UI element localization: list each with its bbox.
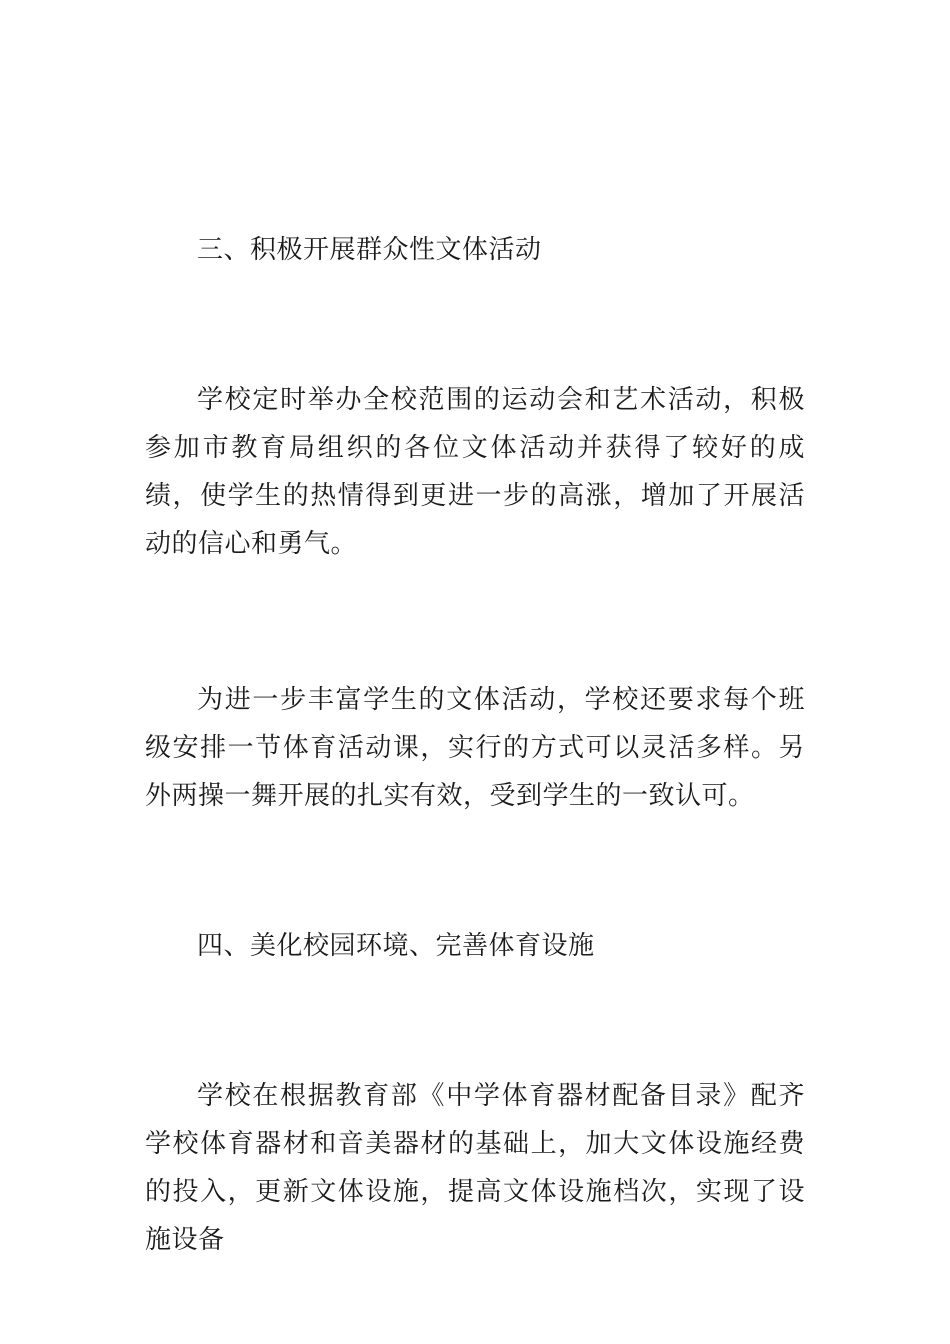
paragraph: 为进一步丰富学生的文体活动，学校还要求每个班级安排一节体育活动课，实行的方式可以灵活多样。另外两操一舞开展的扎实有效，受到学生的一致认可。 — [145, 685, 805, 811]
paragraph: 学校在根据教育部《中学体育器材配备目录》配齐学校体育器材和音美器材的基础上，加大文体设施经费的投入，更新文体设施，提高文体设施档次，实现了设施设备 — [145, 1081, 805, 1255]
section-heading-4: 四、美化校园环境、完善体育设施 — [197, 931, 595, 961]
paragraph: 学校定时举办全校范围的运动会和艺术活动，积极参加市教育局组织的各位文体活动并获得了较好的成绩，使学生的热情得到更进一步的高涨，增加了开展活动的信心和勇气。 — [145, 385, 805, 559]
section-heading-3: 三、积极开展群众性文体活动 — [197, 235, 542, 265]
